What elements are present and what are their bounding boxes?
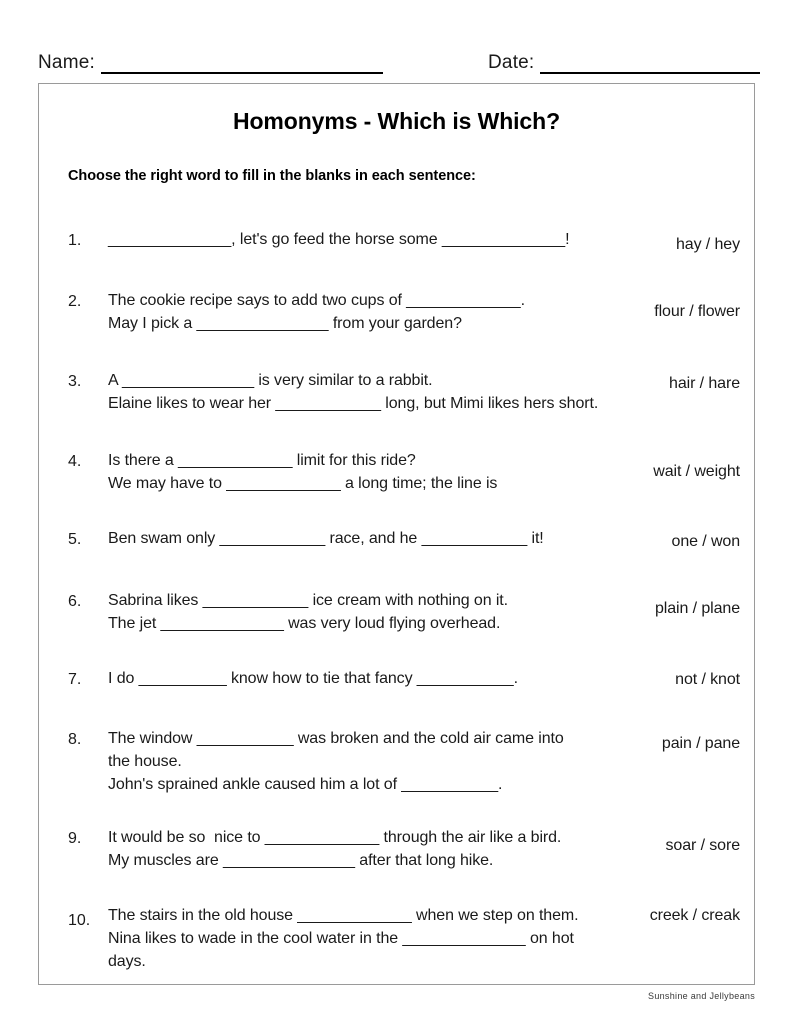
question-number: 10. [68,912,91,929]
question-sentences [108,228,612,251]
question-item [39,826,754,872]
sentence-line[interactable]: Elaine likes to wear her ____________ long, but Mimi likes hers short. [108,395,599,412]
answer-choices: plain / plane [655,600,740,617]
sentence-line[interactable]: It would be so nice to _____________ through the air like a bird. [108,829,562,846]
sentence-line[interactable]: The window ___________ was broken and the cold air came into [108,730,564,747]
name-input-rule[interactable] [101,54,383,74]
sentence-line[interactable]: The cookie recipe says to add two cups of _____________. [108,292,525,309]
sentence-line[interactable]: May I pick a _______________ from your garden? [108,315,462,332]
question-number: 8. [68,731,82,748]
question-number: 6. [68,593,82,610]
question-item [39,904,754,973]
student-info-header [38,42,760,74]
question-item [39,289,754,335]
question-number: 9. [68,830,82,847]
instruction-text: Choose the right word to fill in the blanks in each sentence: [68,168,476,184]
sentence-line[interactable]: A _______________ is very similar to a rabbit. [108,372,433,389]
question-number: 7. [68,671,82,688]
question-item [39,527,754,553]
date-input-rule[interactable] [540,54,760,74]
name-field-group [38,52,396,74]
sentence-line[interactable]: The jet ______________ was very loud flying overhead. [108,615,501,632]
question-sentences [108,449,612,495]
answer-choices: soar / sore [665,837,740,854]
question-sentences [108,826,612,872]
sentence-line[interactable]: John's sprained ankle caused him a lot of ___________. [108,776,503,793]
question-number: 5. [68,531,82,548]
question-sentences [108,727,612,796]
answer-choices: flour / flower [654,303,740,320]
question-sentences [108,369,612,415]
question-item [39,369,754,415]
question-sentences [108,527,612,550]
question-sentences [108,667,612,690]
sentence-line[interactable]: We may have to _____________ a long time; the line is [108,475,498,492]
question-item [39,228,754,256]
footer-credit: Sunshine and Jellybeans [648,991,755,1001]
question-number: 1. [68,232,82,249]
answer-choices: hair / hare [669,375,740,392]
answer-choices: hay / hey [675,236,740,253]
sentence-line[interactable]: The stairs in the old house _____________ when we step on them. [108,907,579,924]
answer-choices: creek / creak [649,907,740,924]
sentence-line[interactable]: Is there a _____________ limit for this ride? [108,452,416,469]
question-sentences [108,904,612,973]
sentence-line[interactable]: ______________, let's go feed the horse some ______________! [108,231,570,248]
question-item [39,449,754,495]
question-number: 3. [68,373,82,390]
sentence-line[interactable]: Nina likes to wade in the cool water in the ______________ on hot days. [108,930,579,970]
question-item [39,667,754,691]
answer-choices: wait / weight [653,463,740,480]
question-list [39,228,754,973]
sentence-line[interactable]: Ben swam only ____________ race, and he ____________ it! [108,530,544,547]
answer-choices: not / knot [675,671,740,688]
sentence-line[interactable]: the house. [108,753,182,770]
question-number: 4. [68,453,82,470]
date-label: Date: [488,52,535,73]
page-title: Homonyms - Which is Which? [232,108,561,134]
sentence-line[interactable]: Sabrina likes ____________ ice cream with nothing on it. [108,592,508,609]
question-sentences [108,589,612,635]
question-item [39,727,754,796]
question-number: 2. [68,293,82,310]
question-item [39,589,754,635]
question-sentences [108,289,612,335]
sentence-line[interactable]: My muscles are _______________ after that long hike. [108,852,494,869]
sentence-line[interactable]: I do __________ know how to tie that fancy ___________. [108,670,518,687]
answer-choices: pain / pane [661,735,740,752]
answer-choices: one / won [671,533,740,550]
name-label: Name: [38,52,95,73]
worksheet-box [38,83,755,985]
date-field-group [488,52,760,74]
